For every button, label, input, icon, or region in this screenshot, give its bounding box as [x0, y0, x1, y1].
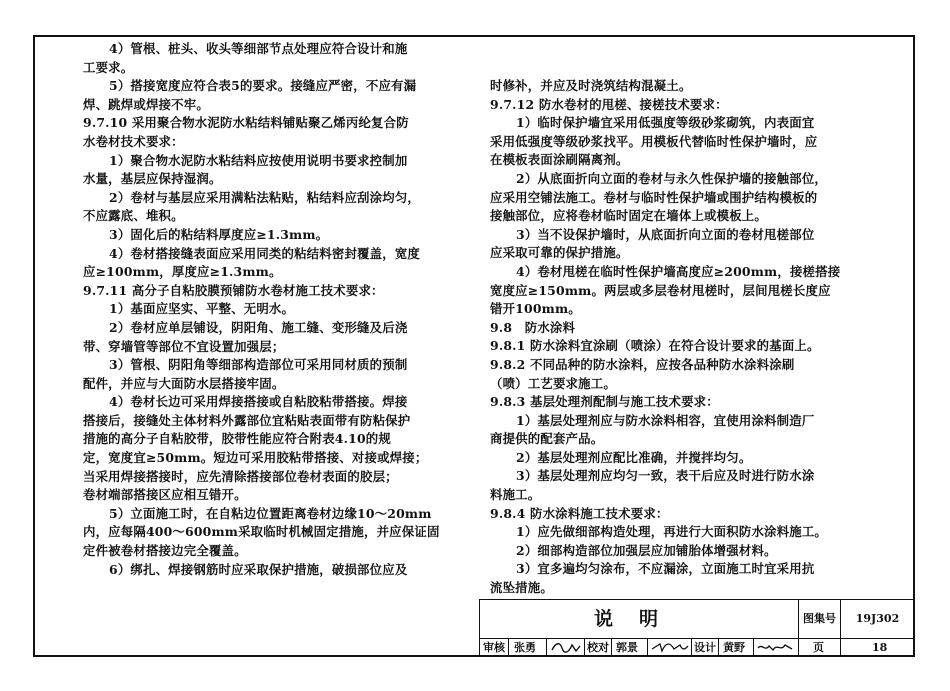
text-line: 1）应先做细部构造处理，再进行大面积防水涂料施工。 [516, 524, 827, 540]
text-line: 应≥100mm，厚度应≥1.3mm。 [83, 264, 282, 280]
text-line: 当采用焊接搭接时，应先清除搭接部位卷材表面的胶层； [83, 468, 398, 484]
text-line: 定，宽度宜≥50mm。短边可采用胶粘带搭接、对接或焊接； [83, 450, 428, 466]
text-line: 带、穿墙管等部位不宜设置加强层； [83, 338, 285, 354]
text-line: 9.8.1 防水涂料宜涂刷（喷涂）在符合设计要求的基面上。 [490, 338, 820, 354]
text-line: 错开100mm。 [490, 301, 581, 317]
reviewer-name: 张勇 [514, 641, 536, 654]
text-line: 宽度应≥150mm。两层或多层卷材甩槎时，层间甩槎长度应 [490, 282, 831, 298]
text-line: 4）卷材搭接缝表面应采用同类的粘结料密封覆盖，宽度 [109, 245, 420, 261]
text-line: 9.8 防水涂料 [490, 319, 576, 335]
title-block [479, 599, 915, 657]
check-label: 校对 [587, 641, 609, 654]
text-line: 应采用空铺法施工。卷材与临时性保护墙或围护结构模板的 [490, 189, 818, 205]
text-line: 1）基面应坚实、平整、无明水。 [109, 301, 295, 317]
text-line: 9.7.12 防水卷材的甩槎、接槎技术要求： [490, 96, 728, 112]
checker-signature [650, 640, 690, 655]
signature-row [480, 638, 914, 657]
text-line: 4）管根、桩头、收头等细部节点处理应符合设计和施 [109, 41, 408, 56]
text-line: 3）固化后的粘结料厚度应≥1.3mm。 [109, 226, 329, 242]
text-line: 商提供的配套产品。 [490, 431, 604, 447]
text-line: 6）绑扎、焊接钢筋时应采取保护措施，破损部位应及 [109, 561, 408, 577]
text-line: 采用低强度等级砂浆找平。用模板代替临时性保护墙时，应 [490, 133, 818, 149]
text-line: 2）细部构造部位加强层应加铺胎体增强材料。 [516, 542, 777, 558]
text-line: 措施的高分子自粘胶带，胶带性能应符合附表4.10的规 [83, 431, 391, 447]
designer-name: 黄野 [723, 641, 745, 654]
left-text-column [83, 40, 461, 579]
text-line: 2）卷材与基层应采用满粘法粘贴，粘结料应刮涂均匀， [109, 189, 420, 205]
checker-name: 郭景 [616, 641, 638, 654]
page-label: 页 [813, 641, 824, 654]
text-line: 时修补，并应及时浇筑结构混凝土。 [490, 78, 692, 93]
text-line: 3）宜多遍均匀涂布，不应漏涂，立面施工时宜采用抗 [516, 561, 815, 577]
text-line: 4）卷材甩槎在临时性保护墙高度应≥200mm，接槎搭接 [516, 263, 841, 279]
text-line: 2）基层处理剂应配比准确，并搅拌均匀。 [516, 449, 752, 465]
right-text-column [490, 77, 868, 598]
text-line: 内，应每隔400～600mm采取临时机械固定措施，并应保证固 [83, 524, 440, 540]
atlas-number: 19J302 [840, 600, 914, 638]
document-title: 说明 [593, 608, 684, 630]
text-line: 卷材端部搭接区应相互错开。 [83, 487, 247, 503]
text-line: 定件被卷材搭接边完全覆盖。 [83, 543, 247, 559]
text-line: 2）从底面折向立面的卷材与永久性保护墙的接触部位， [516, 170, 827, 186]
design-label: 设计 [694, 641, 716, 654]
review-label: 审核 [483, 641, 505, 654]
text-line: 在模板表面涂刷隔离剂。 [490, 152, 629, 168]
text-line: 1）聚合物水泥防水粘结料应按使用说明书要求控制加 [109, 152, 408, 168]
text-line: 1）基层处理剂应与防水涂料相容，宜使用涂料制造厂 [516, 412, 815, 428]
text-line: 接触部位，应将卷材临时固定在墙体上或模板上。 [490, 208, 767, 224]
text-line: 9.8.3 基层处理剂配制与施工技术要求： [490, 394, 719, 410]
text-line: 流坠措施。 [490, 580, 553, 596]
text-line: 应采取可靠的保护措施。 [490, 245, 629, 261]
text-line: 焊、跳焊或焊接不牢。 [83, 96, 209, 112]
text-line: 9.7.10 采用聚合物水泥防水粘结料铺贴聚乙烯丙纶复合防 [83, 115, 409, 131]
text-line: 9.8.2 不同品种的防水涂料，应按各品种防水涂料涂刷 [490, 356, 795, 372]
text-line: 搭接后，接缝处主体材料外露部位宜粘贴表面带有防粘保护 [83, 412, 411, 428]
text-line: 3）基层处理剂应均匀一致，表干后应及时进行防水涂 [516, 468, 815, 484]
atlas-number-label: 图集号 [798, 600, 840, 638]
text-line: 3）管根、阴阳角等细部构造部位可采用同材质的预制 [109, 357, 408, 373]
text-line: 不应露底、堆积。 [83, 208, 184, 224]
reviewer-signature [550, 640, 582, 655]
text-line: 料施工。 [490, 487, 541, 503]
text-line: 4）卷材长边可采用焊接搭接或自粘胶粘带搭接。焊接 [109, 394, 408, 410]
text-line: 配件，并应与大面防水层搭接牢固。 [83, 375, 285, 391]
text-line: 2）卷材应单层铺设，阴阳角、施工缝、变形缝及后浇 [109, 319, 408, 335]
text-line: 工要求。 [83, 59, 134, 75]
text-line: 9.8.4 防水涂料施工技术要求： [490, 505, 669, 521]
page-number: 18 [872, 641, 888, 654]
title-row [480, 600, 914, 639]
text-line: 5）立面施工时，在自粘边位置距离卷材边缘10～20mm [109, 505, 432, 521]
text-line: （喷）工艺要求施工。 [490, 375, 616, 391]
text-line: 3）当不设保护墙时，从底面折向立面的卷材甩槎部位 [516, 226, 815, 242]
text-line: 9.7.11 高分子自粘胶膜预铺防水卷材施工技术要求： [83, 282, 384, 298]
designer-signature [756, 640, 794, 655]
text-line: 水量，基层应保持湿润。 [83, 171, 222, 187]
text-line: 1）临时保护墙宜采用低强度等级砂浆砌筑，内表面宜 [516, 115, 815, 131]
text-line: 5）搭接宽度应符合表5的要求。接缝应严密，不应有漏 [109, 78, 417, 94]
text-line: 水卷材技术要求： [83, 133, 184, 149]
